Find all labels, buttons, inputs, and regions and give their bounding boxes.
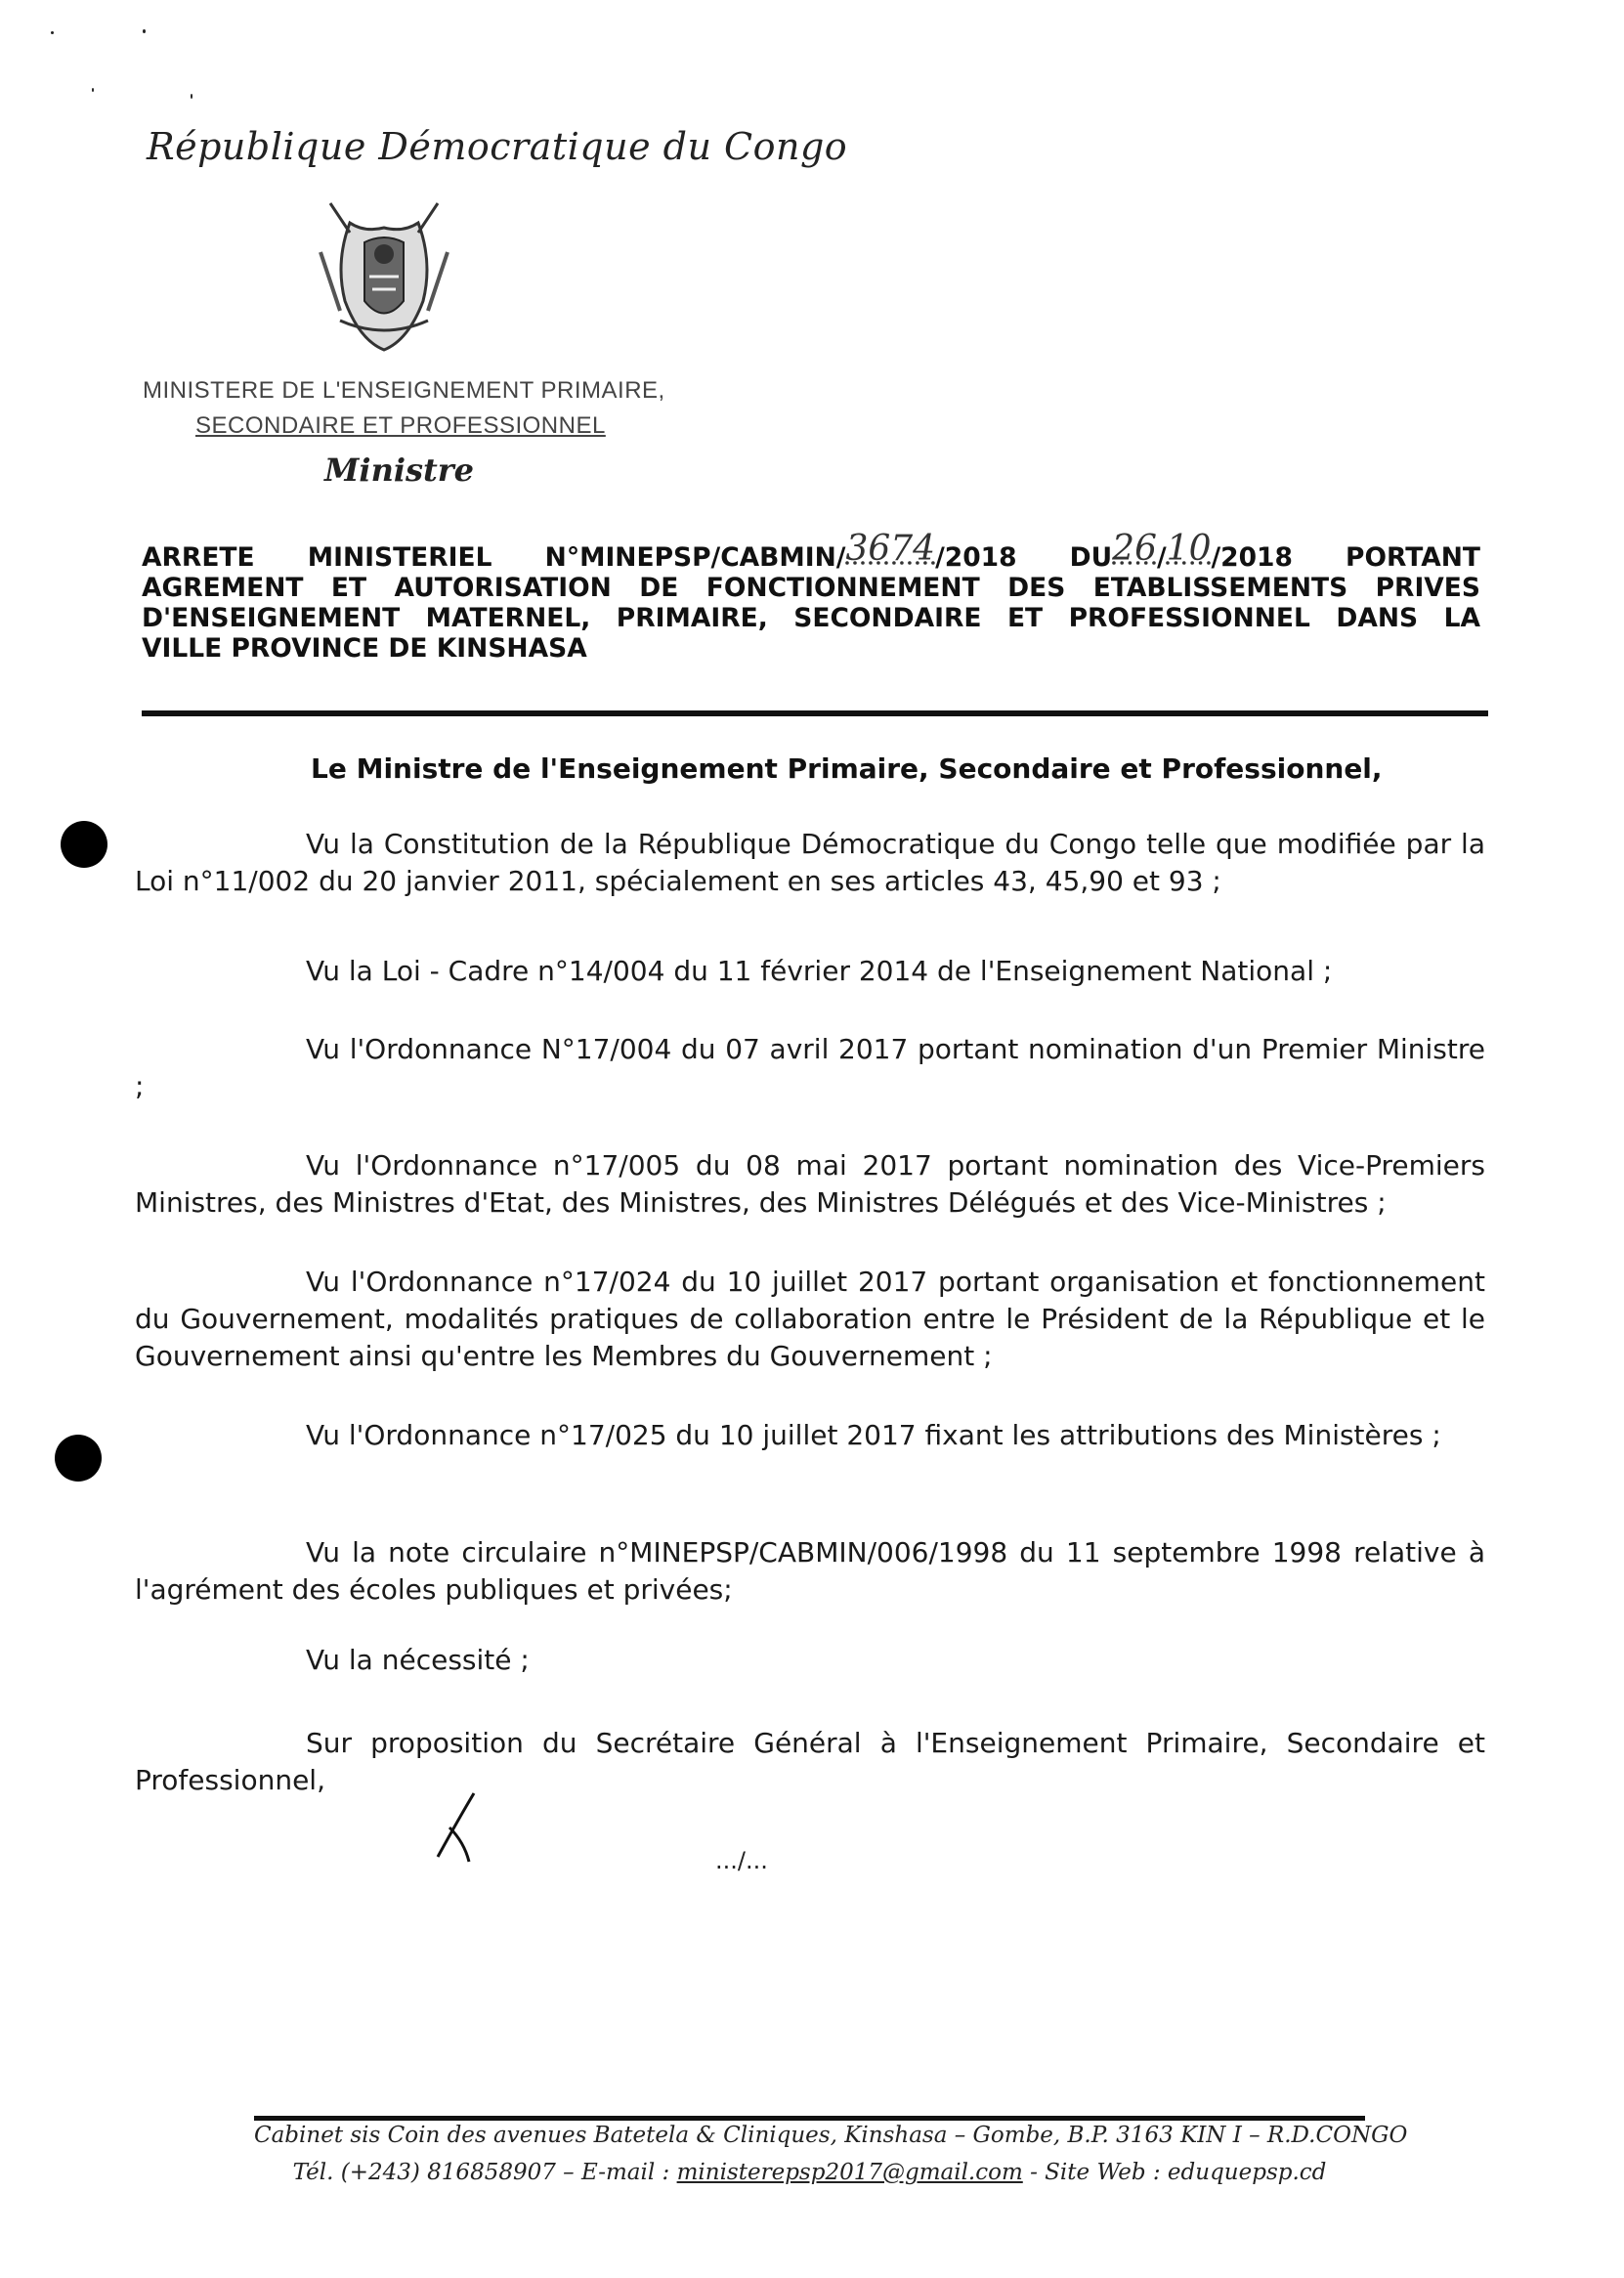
recital-ordonnance-ministeres: Vu l'Ordonnance n°17/025 du 10 juillet 2017 fixant les attributions des Ministères ;: [306, 1419, 1441, 1451]
title-prefix: ARRETE MINISTERIEL N°MINEPSP/CABMIN/: [142, 542, 846, 573]
scan-speck: [92, 88, 94, 92]
recital-proposition: Sur proposition du Secrétaire Général à l'Enseignement Primaire, Secondaire et Professionnel,: [135, 1727, 1485, 1796]
handwritten-month: 10: [1166, 529, 1212, 569]
page-continuation: .../...: [715, 1847, 768, 1874]
ministry-name-line2: SECONDAIRE ET PROFESSIONNEL: [195, 412, 606, 439]
ministre-signature-title: Ministre: [324, 451, 475, 489]
ministry-name-line1: MINISTERE DE L'ENSEIGNEMENT PRIMAIRE,: [143, 377, 665, 404]
recital-ordonnance-vice-premiers: Vu l'Ordonnance n°17/005 du 08 mai 2017 portant nomination des Vice-Premiers Ministres, des Ministres d'Etat, des Ministres, des Ministres Délégués et des Vice-Ministres ;: [135, 1149, 1485, 1219]
punch-hole: [55, 1435, 102, 1482]
title-line-3: D'ENSEIGNEMENT MATERNEL, PRIMAIRE, SECONDAIRE ET PROFESSIONNEL DANS LA: [142, 603, 1480, 633]
handwritten-day: 26: [1112, 529, 1157, 569]
handwritten-initial: [430, 1788, 489, 1867]
title-date-separator: /: [1156, 542, 1167, 573]
scan-speck: [51, 31, 54, 34]
title-underline-rule: [142, 710, 1488, 716]
footer-address: Cabinet sis Coin des avenues Batetela & Cliniques, Kinshasa – Gombe, B.P. 3163 KIN I – R.D.CONGO: [254, 2123, 1408, 2148]
coat-of-arms-emblem: [311, 193, 457, 358]
recital-necessite: Vu la nécessité ;: [306, 1644, 530, 1676]
minister-heading: Le Ministre de l'Enseignement Primaire, Secondaire et Professionnel,: [311, 752, 1383, 785]
title-date-prefix: /2018 DU: [935, 542, 1113, 573]
recital-note-circulaire: Vu la note circulaire n°MINEPSP/CABMIN/006/1998 du 11 septembre 1998 relative à l'agrément des écoles publiques et privées;: [135, 1536, 1485, 1606]
recital-ordonnance-premier-ministre: Vu l'Ordonnance N°17/004 du 07 avril 2017 portant nomination d'un Premier Ministre ;: [135, 1033, 1485, 1102]
footer-website: - Site Web : eduquepsp.cd: [1022, 2160, 1327, 2185]
punch-hole: [61, 821, 107, 868]
footer-rule: [254, 2116, 1365, 2121]
recital-ordonnance-gouvernement: Vu l'Ordonnance n°17/024 du 10 juillet 2017 portant organisation et fonctionnement du Gouvernement, modalités pratiques de collaboration entre le Président de la République et le Gouvernement ainsi qu'entre les Membres du Gouvernement ;: [135, 1266, 1485, 1372]
title-line-2: AGREMENT ET AUTORISATION DE FONCTIONNEMENT DES ETABLISSEMENTS PRIVES: [142, 573, 1480, 603]
scan-speck: [143, 29, 146, 33]
title-suffix: /2018 PORTANT: [1211, 542, 1480, 573]
decree-title: [142, 529, 1480, 664]
footer-email-link[interactable]: ministerepsp2017@gmail.com: [676, 2160, 1023, 2185]
footer-phone: Tél. (+243) 816858907 – E-mail :: [292, 2160, 677, 2185]
footer-contact: [254, 2160, 1365, 2185]
republic-header: République Démocratique du Congo: [147, 125, 848, 168]
scan-speck: [191, 94, 192, 99]
recital-constitution: Vu la Constitution de la République Démocratique du Congo telle que modifiée par la Loi n°11/002 du 20 janvier 2011, spécialement en ses articles 43, 45,90 et 93 ;: [135, 828, 1485, 897]
title-line-4: VILLE PROVINCE DE KINSHASA: [142, 633, 587, 664]
recital-loi-cadre: Vu la Loi - Cadre n°14/004 du 11 février 2014 de l'Enseignement National ;: [306, 955, 1333, 987]
title-line-1: [142, 529, 1480, 573]
handwritten-decree-number: 3674: [845, 529, 936, 569]
